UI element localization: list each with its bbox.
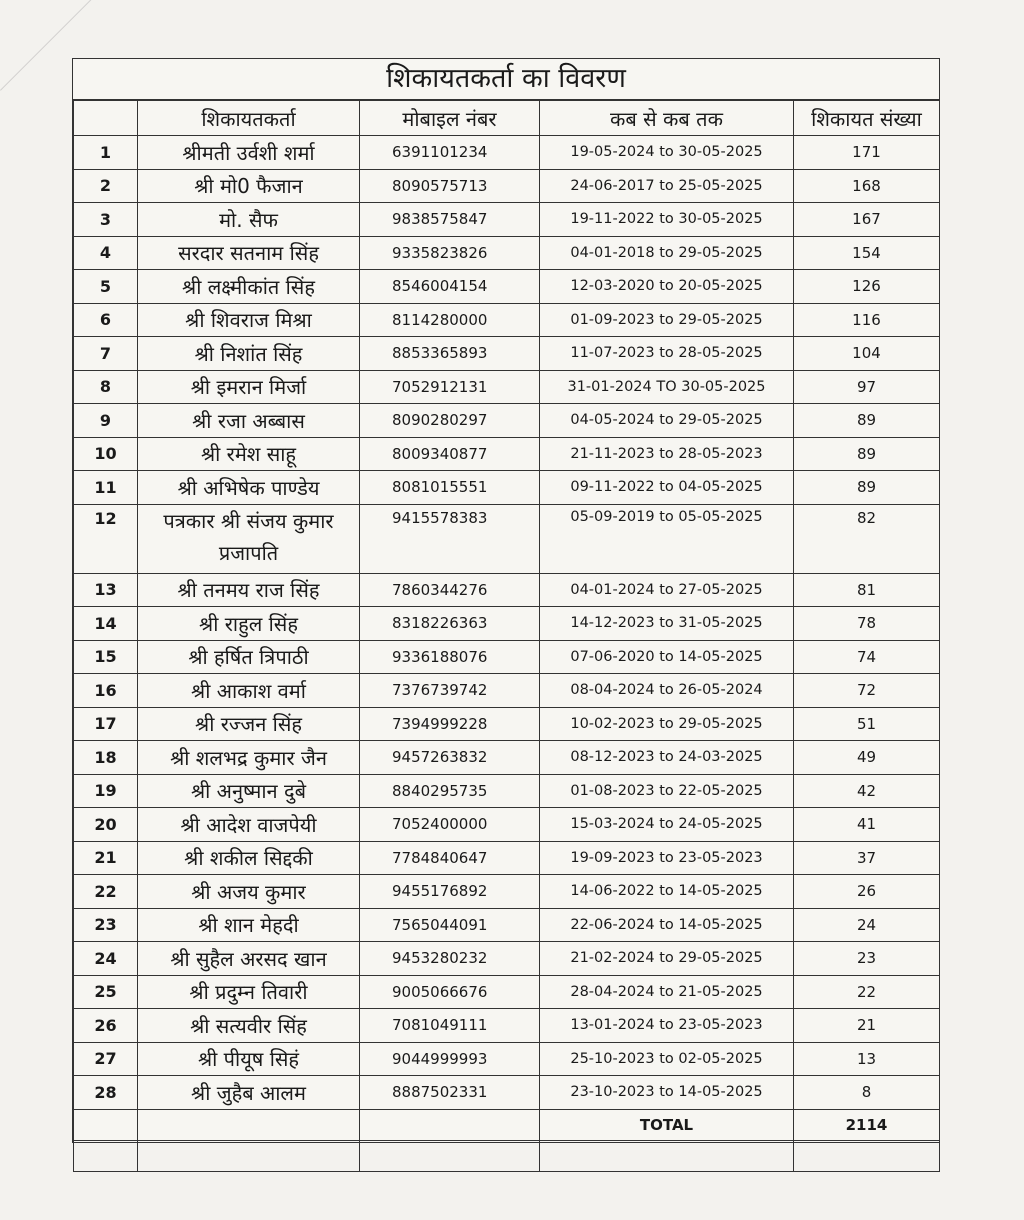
row-complainant-name: श्री सत्यवीर सिंह	[138, 1009, 360, 1043]
row-complaint-count: 74	[794, 640, 940, 674]
row-serial: 19	[74, 774, 138, 808]
row-complainant-name: श्री मो0 फैजान	[138, 169, 360, 203]
table-row	[74, 908, 940, 942]
page-title: शिकायतकर्ता का विवरण	[73, 58, 939, 100]
row-serial: 9	[74, 404, 138, 438]
blank-row	[74, 1140, 940, 1171]
row-period: 04-01-2024 to 27-05-2025	[540, 573, 794, 607]
row-serial: 11	[74, 471, 138, 505]
row-serial: 13	[74, 573, 138, 607]
total-empty-cell	[138, 1109, 360, 1140]
row-mobile-number: 9415578383	[360, 504, 540, 573]
row-complainant-name: श्री अजय कुमार	[138, 875, 360, 909]
row-period: 05-09-2019 to 05-05-2025	[540, 504, 794, 573]
row-complainant-name: श्री आदेश वाजपेयी	[138, 808, 360, 842]
table-row	[74, 370, 940, 404]
row-period: 11-07-2023 to 28-05-2025	[540, 337, 794, 371]
row-complainant-name: श्री सुहैल अरसद खान	[138, 942, 360, 976]
table-row	[74, 437, 940, 471]
row-serial: 24	[74, 942, 138, 976]
row-complaint-count: 22	[794, 975, 940, 1009]
row-period: 19-09-2023 to 23-05-2023	[540, 841, 794, 875]
complainant-table	[73, 100, 940, 1172]
row-complainant-name: श्री अनुष्मान दुबे	[138, 774, 360, 808]
table-row	[74, 607, 940, 641]
row-mobile-number: 8318226363	[360, 607, 540, 641]
row-mobile-number: 9457263832	[360, 741, 540, 775]
table-row	[74, 1009, 940, 1043]
row-mobile-number: 7394999228	[360, 707, 540, 741]
row-complainant-name: श्री जुहैब आलम	[138, 1076, 360, 1110]
row-serial: 12	[74, 504, 138, 573]
row-complainant-name: श्री लक्ष्मीकांत सिंह	[138, 270, 360, 304]
row-period: 08-04-2024 to 26-05-2024	[540, 674, 794, 708]
row-complaint-count: 72	[794, 674, 940, 708]
table-row	[74, 875, 940, 909]
row-period: 09-11-2022 to 04-05-2025	[540, 471, 794, 505]
row-mobile-number: 7052912131	[360, 370, 540, 404]
blank-cell	[540, 1140, 794, 1171]
row-mobile-number: 9455176892	[360, 875, 540, 909]
row-mobile-number: 7052400000	[360, 808, 540, 842]
row-serial: 1	[74, 136, 138, 170]
row-serial: 5	[74, 270, 138, 304]
row-mobile-number: 7784840647	[360, 841, 540, 875]
complainant-details-sheet	[72, 58, 940, 1143]
row-complaint-count: 78	[794, 607, 940, 641]
row-complaint-count: 104	[794, 337, 940, 371]
table-row	[74, 504, 940, 573]
table-row	[74, 404, 940, 438]
row-complaint-count: 89	[794, 437, 940, 471]
row-complainant-name: श्री पीयूष सिहं	[138, 1042, 360, 1076]
row-complainant-name: श्री शकील सिद्दकी	[138, 841, 360, 875]
row-mobile-number: 6391101234	[360, 136, 540, 170]
row-complaint-count: 171	[794, 136, 940, 170]
row-complainant-name: श्री रजा अब्बास	[138, 404, 360, 438]
row-period: 04-01-2018 to 29-05-2025	[540, 236, 794, 270]
row-complaint-count: 26	[794, 875, 940, 909]
row-mobile-number: 8840295735	[360, 774, 540, 808]
row-mobile-number: 8090575713	[360, 169, 540, 203]
header-mobile: मोबाइल नंबर	[360, 101, 540, 136]
table-row	[74, 337, 940, 371]
header-serial	[74, 101, 138, 136]
row-serial: 10	[74, 437, 138, 471]
row-period: 04-05-2024 to 29-05-2025	[540, 404, 794, 438]
row-complainant-name: मो. सैफ	[138, 203, 360, 237]
row-serial: 21	[74, 841, 138, 875]
total-empty-cell	[360, 1109, 540, 1140]
row-period: 01-09-2023 to 29-05-2025	[540, 303, 794, 337]
row-complaint-count: 21	[794, 1009, 940, 1043]
row-serial: 3	[74, 203, 138, 237]
row-complaint-count: 24	[794, 908, 940, 942]
row-period: 19-11-2022 to 30-05-2025	[540, 203, 794, 237]
table-row	[74, 203, 940, 237]
row-mobile-number: 7081049111	[360, 1009, 540, 1043]
row-complaint-count: 49	[794, 741, 940, 775]
table-row	[74, 975, 940, 1009]
blank-cell	[138, 1140, 360, 1171]
row-period: 21-11-2023 to 28-05-2023	[540, 437, 794, 471]
row-period: 28-04-2024 to 21-05-2025	[540, 975, 794, 1009]
row-serial: 23	[74, 908, 138, 942]
row-complainant-name: श्री रज्जन सिंह	[138, 707, 360, 741]
row-period: 21-02-2024 to 29-05-2025	[540, 942, 794, 976]
table-row	[74, 471, 940, 505]
row-period: 24-06-2017 to 25-05-2025	[540, 169, 794, 203]
row-mobile-number: 7565044091	[360, 908, 540, 942]
row-complaint-count: 41	[794, 808, 940, 842]
row-serial: 28	[74, 1076, 138, 1110]
row-complainant-name: श्री अभिषेक पाण्डेय	[138, 471, 360, 505]
row-complaint-count: 81	[794, 573, 940, 607]
row-mobile-number: 8114280000	[360, 303, 540, 337]
row-complainant-name: श्रीमती उर्वशी शर्मा	[138, 136, 360, 170]
row-mobile-number: 8009340877	[360, 437, 540, 471]
row-mobile-number: 7376739742	[360, 674, 540, 708]
row-serial: 8	[74, 370, 138, 404]
row-period: 23-10-2023 to 14-05-2025	[540, 1076, 794, 1110]
row-mobile-number: 8081015551	[360, 471, 540, 505]
row-complaint-count: 23	[794, 942, 940, 976]
table-row	[74, 808, 940, 842]
table-row	[74, 236, 940, 270]
table-row	[74, 640, 940, 674]
row-complaint-count: 97	[794, 370, 940, 404]
row-complainant-name: श्री आकाश वर्मा	[138, 674, 360, 708]
row-complaint-count: 82	[794, 504, 940, 573]
row-serial: 26	[74, 1009, 138, 1043]
row-mobile-number: 9335823826	[360, 236, 540, 270]
row-period: 14-12-2023 to 31-05-2025	[540, 607, 794, 641]
row-mobile-number: 8853365893	[360, 337, 540, 371]
row-complainant-name: सरदार सतनाम सिंह	[138, 236, 360, 270]
row-serial: 18	[74, 741, 138, 775]
total-empty-cell	[74, 1109, 138, 1140]
row-period: 22-06-2024 to 14-05-2025	[540, 908, 794, 942]
row-mobile-number: 9453280232	[360, 942, 540, 976]
row-serial: 25	[74, 975, 138, 1009]
row-complaint-count: 167	[794, 203, 940, 237]
row-complaint-count: 89	[794, 471, 940, 505]
row-complainant-name: श्री प्रदुम्न तिवारी	[138, 975, 360, 1009]
table-row	[74, 774, 940, 808]
table-row	[74, 270, 940, 304]
row-serial: 16	[74, 674, 138, 708]
row-mobile-number: 9838575847	[360, 203, 540, 237]
row-serial: 14	[74, 607, 138, 641]
row-complaint-count: 89	[794, 404, 940, 438]
table-row	[74, 136, 940, 170]
total-row	[74, 1109, 940, 1140]
row-complaint-count: 37	[794, 841, 940, 875]
row-complainant-name: श्री शलभद्र कुमार जैन	[138, 741, 360, 775]
row-complaint-count: 126	[794, 270, 940, 304]
row-mobile-number: 7860344276	[360, 573, 540, 607]
header-period: कब से कब तक	[540, 101, 794, 136]
blank-cell	[794, 1140, 940, 1171]
total-label: TOTAL	[540, 1109, 794, 1140]
row-serial: 7	[74, 337, 138, 371]
row-complaint-count: 51	[794, 707, 940, 741]
row-complainant-name: श्री रमेश साहू	[138, 437, 360, 471]
row-period: 01-08-2023 to 22-05-2025	[540, 774, 794, 808]
row-complaint-count: 8	[794, 1076, 940, 1110]
table-row	[74, 1042, 940, 1076]
row-complainant-name: श्री शान मेहदी	[138, 908, 360, 942]
row-period: 08-12-2023 to 24-03-2025	[540, 741, 794, 775]
blank-cell	[360, 1140, 540, 1171]
row-mobile-number: 8546004154	[360, 270, 540, 304]
row-complainant-name: श्री इमरान मिर्जा	[138, 370, 360, 404]
row-complaint-count: 116	[794, 303, 940, 337]
total-value: 2114	[794, 1109, 940, 1140]
row-complaint-count: 42	[794, 774, 940, 808]
table-row	[74, 674, 940, 708]
header-complaint-count: शिकायत संख्या	[794, 101, 940, 136]
row-serial: 27	[74, 1042, 138, 1076]
row-mobile-number: 9336188076	[360, 640, 540, 674]
row-complainant-name: श्री राहुल सिंह	[138, 607, 360, 641]
row-period: 14-06-2022 to 14-05-2025	[540, 875, 794, 909]
row-mobile-number: 9005066676	[360, 975, 540, 1009]
row-serial: 15	[74, 640, 138, 674]
table-row	[74, 169, 940, 203]
row-complaint-count: 168	[794, 169, 940, 203]
row-period: 07-06-2020 to 14-05-2025	[540, 640, 794, 674]
table-row	[74, 741, 940, 775]
table-row	[74, 707, 940, 741]
row-serial: 2	[74, 169, 138, 203]
row-complainant-name: श्री शिवराज मिश्रा	[138, 303, 360, 337]
row-complainant-name: श्री हर्षित त्रिपाठी	[138, 640, 360, 674]
row-serial: 20	[74, 808, 138, 842]
row-serial: 17	[74, 707, 138, 741]
row-complainant-name: श्री निशांत सिंह	[138, 337, 360, 371]
header-complainant: शिकायतकर्ता	[138, 101, 360, 136]
table-row	[74, 1076, 940, 1110]
row-period: 13-01-2024 to 23-05-2023	[540, 1009, 794, 1043]
row-mobile-number: 8090280297	[360, 404, 540, 438]
row-period: 25-10-2023 to 02-05-2025	[540, 1042, 794, 1076]
row-mobile-number: 8887502331	[360, 1076, 540, 1110]
row-mobile-number: 9044999993	[360, 1042, 540, 1076]
row-period: 15-03-2024 to 24-05-2025	[540, 808, 794, 842]
row-period: 19-05-2024 to 30-05-2025	[540, 136, 794, 170]
table-header-row	[74, 101, 940, 136]
row-complaint-count: 13	[794, 1042, 940, 1076]
table-row	[74, 573, 940, 607]
row-period: 31-01-2024 TO 30-05-2025	[540, 370, 794, 404]
row-period: 12-03-2020 to 20-05-2025	[540, 270, 794, 304]
row-period: 10-02-2023 to 29-05-2025	[540, 707, 794, 741]
table-row	[74, 942, 940, 976]
table-row	[74, 841, 940, 875]
row-serial: 4	[74, 236, 138, 270]
table-row	[74, 303, 940, 337]
row-serial: 6	[74, 303, 138, 337]
row-complainant-name: पत्रकार श्री संजय कुमार प्रजापति	[138, 504, 360, 573]
row-complainant-name: श्री तनमय राज सिंह	[138, 573, 360, 607]
row-complaint-count: 154	[794, 236, 940, 270]
blank-cell	[74, 1140, 138, 1171]
row-serial: 22	[74, 875, 138, 909]
